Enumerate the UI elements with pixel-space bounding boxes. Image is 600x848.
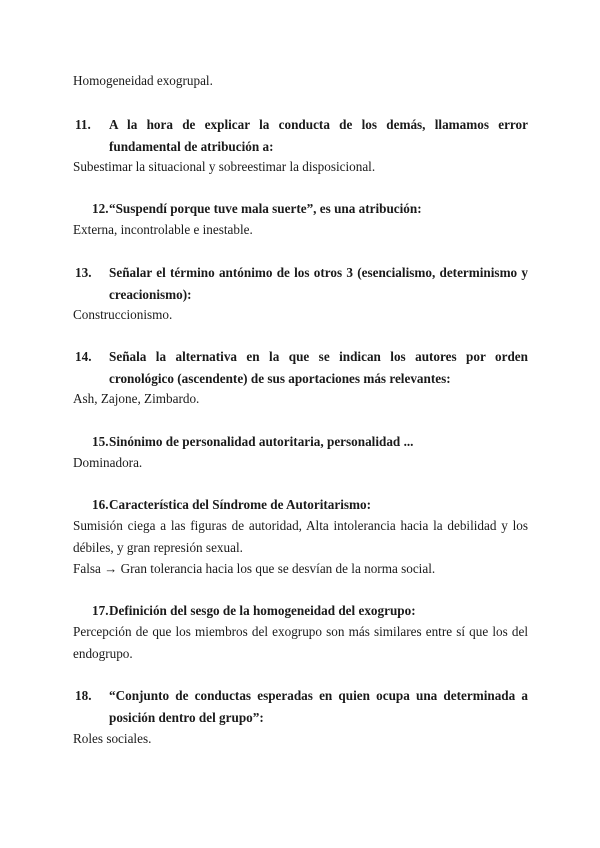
answer-12: Externa, incontrolable e inestable. bbox=[73, 222, 253, 237]
question-number: 13. bbox=[75, 265, 92, 280]
answer-15: Dominadora. bbox=[73, 455, 143, 470]
question-text: Definición del sesgo de la homogeneidad del exogrupo: bbox=[109, 603, 416, 618]
question-14 bbox=[75, 346, 528, 390]
question-number: 17. bbox=[92, 603, 109, 618]
question-17 bbox=[92, 600, 528, 622]
answer-13: Construccionismo. bbox=[73, 307, 173, 322]
question-15 bbox=[92, 431, 528, 453]
question-13 bbox=[75, 262, 528, 306]
question-text: Señala la alternativa en la que se indican los autores por orden cronológico (ascendente) de sus aportaciones más relevantes: bbox=[109, 349, 528, 386]
question-text: Sinónimo de personalidad autoritaria, personalidad ... bbox=[109, 434, 414, 449]
question-number: 15. bbox=[92, 434, 109, 449]
question-16 bbox=[92, 494, 528, 516]
question-number: 11. bbox=[75, 117, 91, 132]
question-text: Señalar el término antónimo de los otros 3 (esencialismo, determinismo y creacionismo): bbox=[109, 265, 528, 302]
question-text: A la hora de explicar la conducta de los demás, llamamos error fundamental de atribución a: bbox=[109, 117, 528, 154]
question-12 bbox=[92, 198, 528, 220]
question-18 bbox=[75, 685, 528, 729]
question-number: 18. bbox=[75, 688, 92, 703]
question-text: “Suspendí porque tuve mala suerte”, es una atribución: bbox=[109, 201, 422, 216]
question-text: Característica del Síndrome de Autoritarismo: bbox=[109, 497, 371, 512]
answer-11: Subestimar la situacional y sobreestimar la disposicional. bbox=[73, 159, 376, 174]
question-11 bbox=[75, 114, 528, 158]
answer-17: Percepción de que los miembros del exogrupo son más similares entre sí que los del endogrupo. bbox=[73, 624, 528, 661]
question-number: 14. bbox=[75, 349, 92, 364]
question-text: “Conjunto de conductas esperadas en quien ocupa una determinada a posición dentro del grupo”: bbox=[109, 688, 528, 725]
question-number: 16. bbox=[92, 497, 109, 512]
answer-14: Ash, Zajone, Zimbardo. bbox=[73, 391, 200, 406]
answer-18: Roles sociales. bbox=[73, 731, 152, 746]
question-number: 12. bbox=[92, 201, 109, 216]
answer-16: Sumisión ciega a las figuras de autoridad, Alta intolerancia hacia la debilidad y los débiles, y gran represión sexual. bbox=[73, 518, 528, 555]
intro-answer: Homogeneidad exogrupal. bbox=[73, 73, 213, 88]
answer-16-extra: Falsa → Gran tolerancia hacia los que se desvían de la norma social. bbox=[73, 561, 436, 576]
